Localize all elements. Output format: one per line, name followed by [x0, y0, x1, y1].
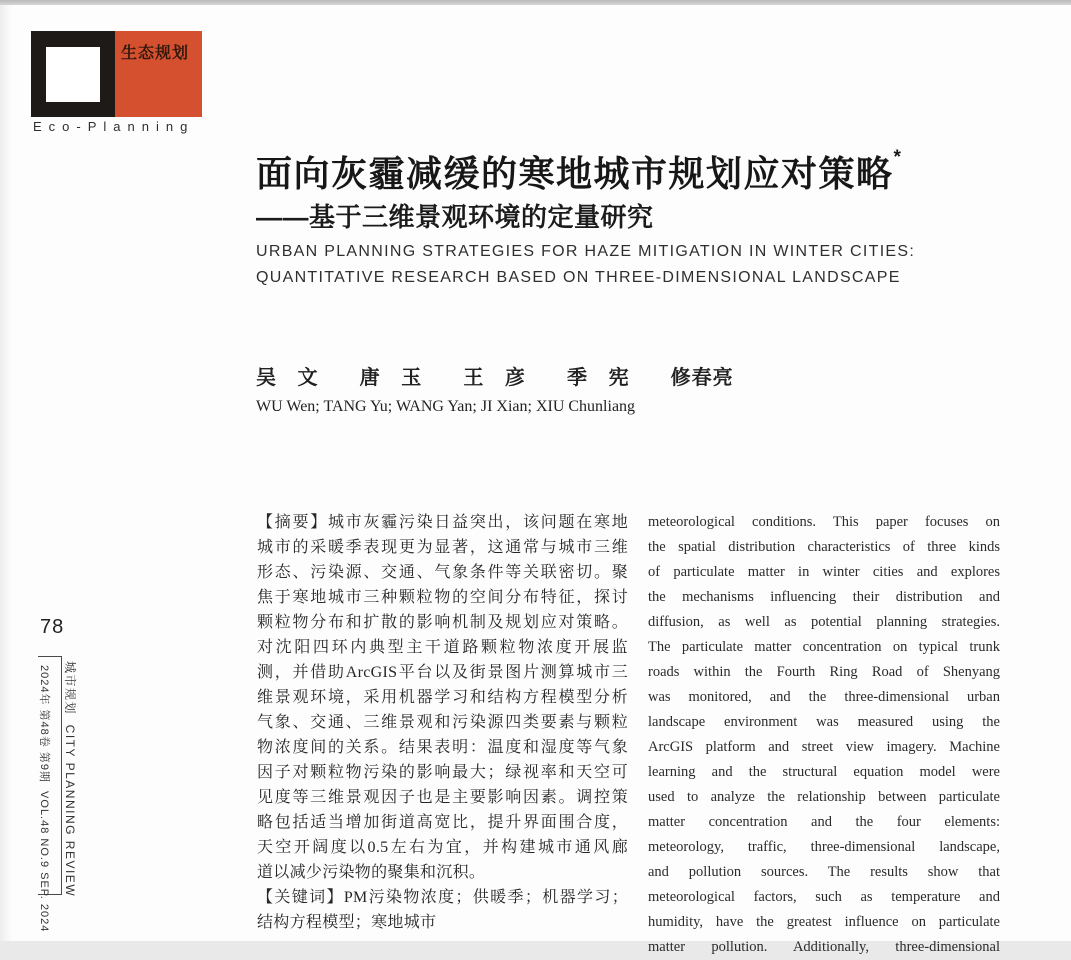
title-footnote-mark: *: [893, 147, 903, 168]
abstract-en-line: diffusion, as well as potential planning strategies.: [648, 614, 1000, 630]
abstract-cn-column: [257, 510, 628, 935]
abstract-en-line: ArcGIS platform and street view imagery. Machine: [648, 739, 1000, 755]
article-title-block: [256, 146, 1046, 291]
abstract-en-line: was monitored, and the three-dimensional urban: [648, 689, 1000, 705]
scan-left-edge: [0, 5, 12, 941]
abstract-en-line: roads within the Fourth Ring Road of Shenyang: [648, 664, 1000, 680]
scan-top-edge: [0, 0, 1071, 5]
abstract-en-line: meteorology, traffic, three-dimensional landscape,: [648, 839, 1000, 855]
abstract-cn-line: 焦于寒地城市三种颗粒物的空间分布特征，探讨: [257, 589, 628, 606]
logo-white-square: [46, 47, 100, 102]
abstract-en-line: The particulate matter concentration on typical trunk: [648, 639, 1000, 655]
abstract-cn-line: 形态、污染源、交通、气象条件等关联密切。聚: [257, 564, 628, 581]
abstract-cn-line: 【摘要】城市灰霾污染日益突出，该问题在寒地: [257, 514, 628, 531]
article-title-cn-text: 面向灰霾减缓的寒地城市规划应对策略: [256, 153, 894, 194]
abstract-cn-line: 测，并借助ArcGIS平台以及街景图片测算城市三: [257, 664, 628, 681]
abstract-cn-line: 见度等三维景观因子也是主要影响因素。调控策: [257, 789, 628, 806]
abstract-en-line: meteorological conditions. This paper focuses on: [648, 514, 1000, 530]
abstract-en-line: matter pollution. Additionally, three-dimensional: [648, 939, 1000, 955]
abstract-cn-line: 天空开阔度以0.5左右为宜，并构建城市通风廊: [257, 839, 628, 856]
article-title-en: [256, 239, 1046, 291]
abstract-cn-line: 维景观环境，采用机器学习和结构方程模型分析: [257, 689, 628, 706]
abstract-cn-line: 结构方程模型；寒地城市: [257, 914, 437, 931]
section-wordmark: Eco-Planning: [33, 119, 195, 134]
abstract-en-line: matter concentration and the four elements:: [648, 814, 1000, 830]
abstract-en-line: the mechanisms influencing their distribution and: [648, 589, 1000, 605]
journal-section-logo: [31, 31, 202, 117]
abstract-en-line: learning and the structural equation model were: [648, 764, 1000, 780]
abstract-cn-line: 略包括适当增加街道高宽比，提升界面围合度，: [257, 814, 628, 831]
abstract-cn-line: 【关键词】PM污染物浓度；供暖季；机器学习；: [257, 889, 628, 906]
journal-name-vertical: 城市规划 CITY PLANNING REVIEW: [63, 661, 77, 898]
abstract-en-line: humidity, have the greatest influence on particulate: [648, 914, 1000, 930]
abstract-cn-line: 因子对颗粒物污染的影响最大；绿视率和天空可: [257, 764, 628, 781]
authors-block: [256, 364, 734, 419]
abstract-en-column: [648, 510, 1000, 960]
abstract-cn-line: 气象、交通、三维景观和污染源四类要素与颗粒: [257, 714, 628, 731]
abstract-cn-line: 物浓度间的关系。结果表明：温度和湿度等气象: [257, 739, 628, 756]
abstract-cn-line: 道以减少污染物的聚集和沉积。: [257, 864, 486, 881]
abstract-cn-line: 颗粒物分布和扩散的影响机制及规划应对策略。: [257, 614, 628, 631]
abstract-cn-line: 对沈阳四环内典型主干道路颗粒物浓度开展监: [257, 639, 628, 656]
abstract-en-line: landscape environment was measured using the: [648, 714, 1000, 730]
authors-cn: 吴 文 唐 玉 王 彦 季 宪 修春亮: [256, 367, 734, 389]
logo-black-square: [31, 31, 115, 117]
journal-issue-vertical: 2024年 第48卷 第9期 VOL.48 NO.9 SEP. 2024: [38, 665, 50, 933]
article-title-en-line: QUANTITATIVE RESEARCH BASED ON THREE-DIMENSIONAL LANDSCAPE: [256, 269, 901, 286]
article-subtitle-cn: ——基于三维景观环境的定量研究: [256, 202, 654, 232]
abstract-en-line: meteorological factors, such as temperature and: [648, 889, 1000, 905]
abstract-cn-line: 城市的采暖季表现更为显著，这通常与城市三维: [257, 539, 628, 556]
section-badge-label: 生态规划: [120, 45, 189, 62]
authors-en: WU Wen; TANG Yu; WANG Yan; JI Xian; XIU Chunliang: [256, 398, 636, 415]
abstract-en-line: and pollution sources. The results show that: [648, 864, 1000, 880]
abstract-en-line: used to analyze the relationship between particulate: [648, 789, 1000, 805]
article-title-cn: [256, 146, 1046, 196]
abstract-en-line: the spatial distribution characteristics of three kinds: [648, 539, 1000, 555]
article-title-en-line: URBAN PLANNING STRATEGIES FOR HAZE MITIGATION IN WINTER CITIES:: [256, 243, 916, 260]
sidebar-rule-top-tick: [38, 656, 62, 657]
logo-red-badge: [115, 31, 202, 117]
abstract-en-line: of particulate matter in winter cities and explores: [648, 564, 1000, 580]
page-number: 78: [40, 616, 65, 638]
